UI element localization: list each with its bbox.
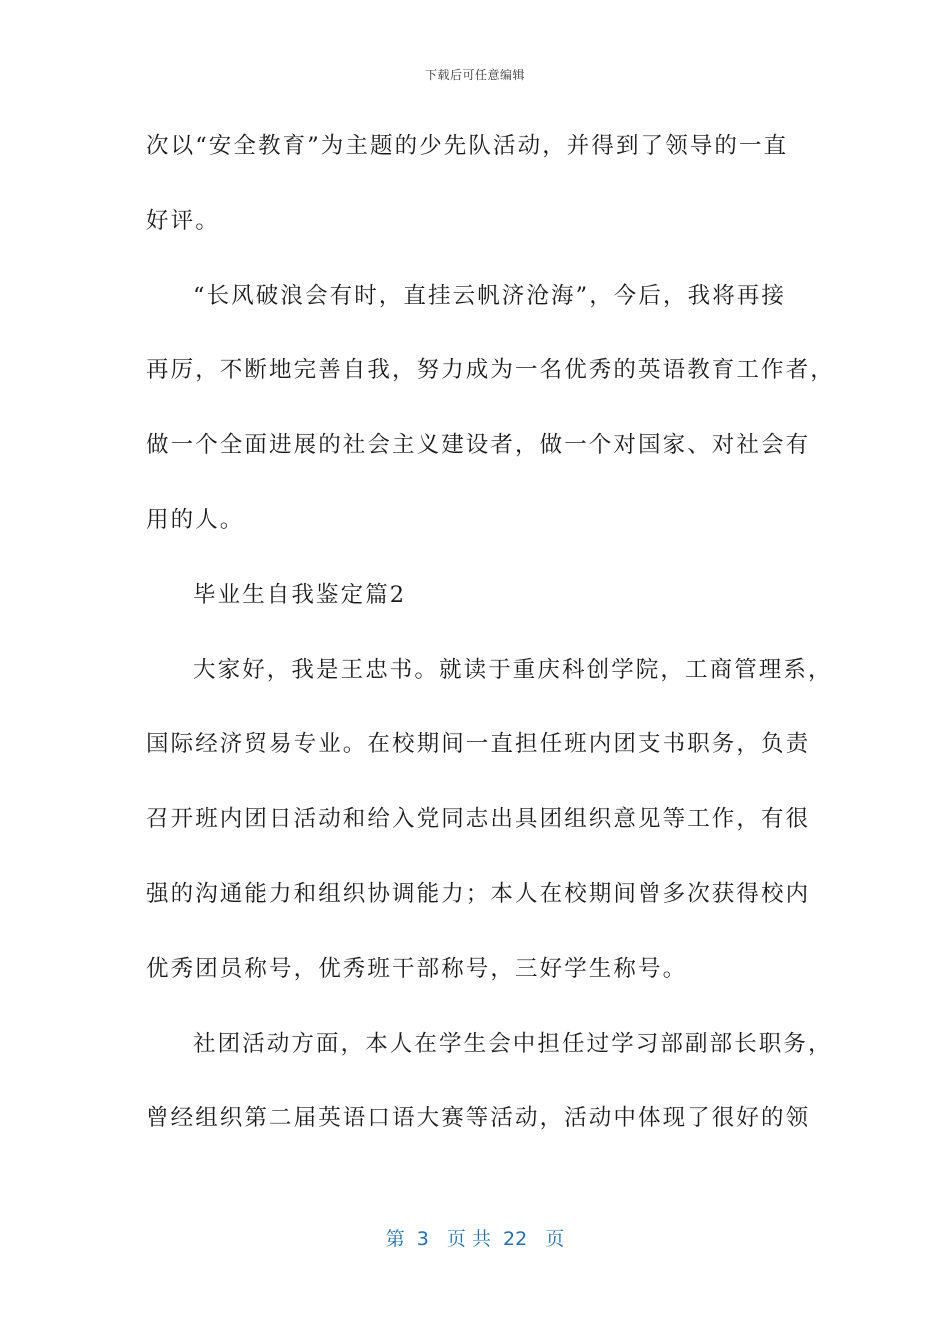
text-line: 次以“安全教育”为主题的少先队活动，并得到了领导的一直 [146, 133, 789, 159]
text-line: 用的人。 [146, 506, 245, 533]
document-body [146, 126, 835, 1173]
text-line: 做一个全面进展的社会主义建设者，做一个对国家、对社会有 [146, 432, 811, 459]
text-line: 优秀团员称号，优秀班干部称号，三好学生称号。 [146, 955, 688, 982]
page-number: 第 3 页 共 22 页 [385, 1228, 565, 1250]
text-line: 好评。 [146, 207, 220, 234]
page-header: 下载后可任意编辑 [424, 68, 525, 82]
text-line: 国际经济贸易专业。在校期间一直担任班内团支书职务，负责 [146, 731, 811, 758]
text-line: 强的沟通能力和组织协调能力；本人在校期间曾多次获得校内 [146, 880, 811, 907]
text-line: 再厉，不断地完善自我，努力成为一名优秀的英语教育工作者， [146, 357, 835, 384]
text-line: 召开班内团日活动和给入党同志出具团组织意见等工作，有很 [146, 806, 811, 833]
text-line: 大家好，我是王忠书。就读于重庆科创学院，工商管理系， [193, 656, 833, 683]
text-line: 曾经组织第二届英语口语大赛等活动，活动中体现了很好的领 [146, 1105, 811, 1132]
text-line: “长风破浪会有时，直挂云帆济沧海”，今后，我将再接 [193, 282, 787, 309]
text-line: 社团活动方面，本人在学生会中担任过学习部副部长职务， [193, 1030, 833, 1057]
section-heading: 毕业生自我鉴定篇2 [193, 581, 407, 608]
